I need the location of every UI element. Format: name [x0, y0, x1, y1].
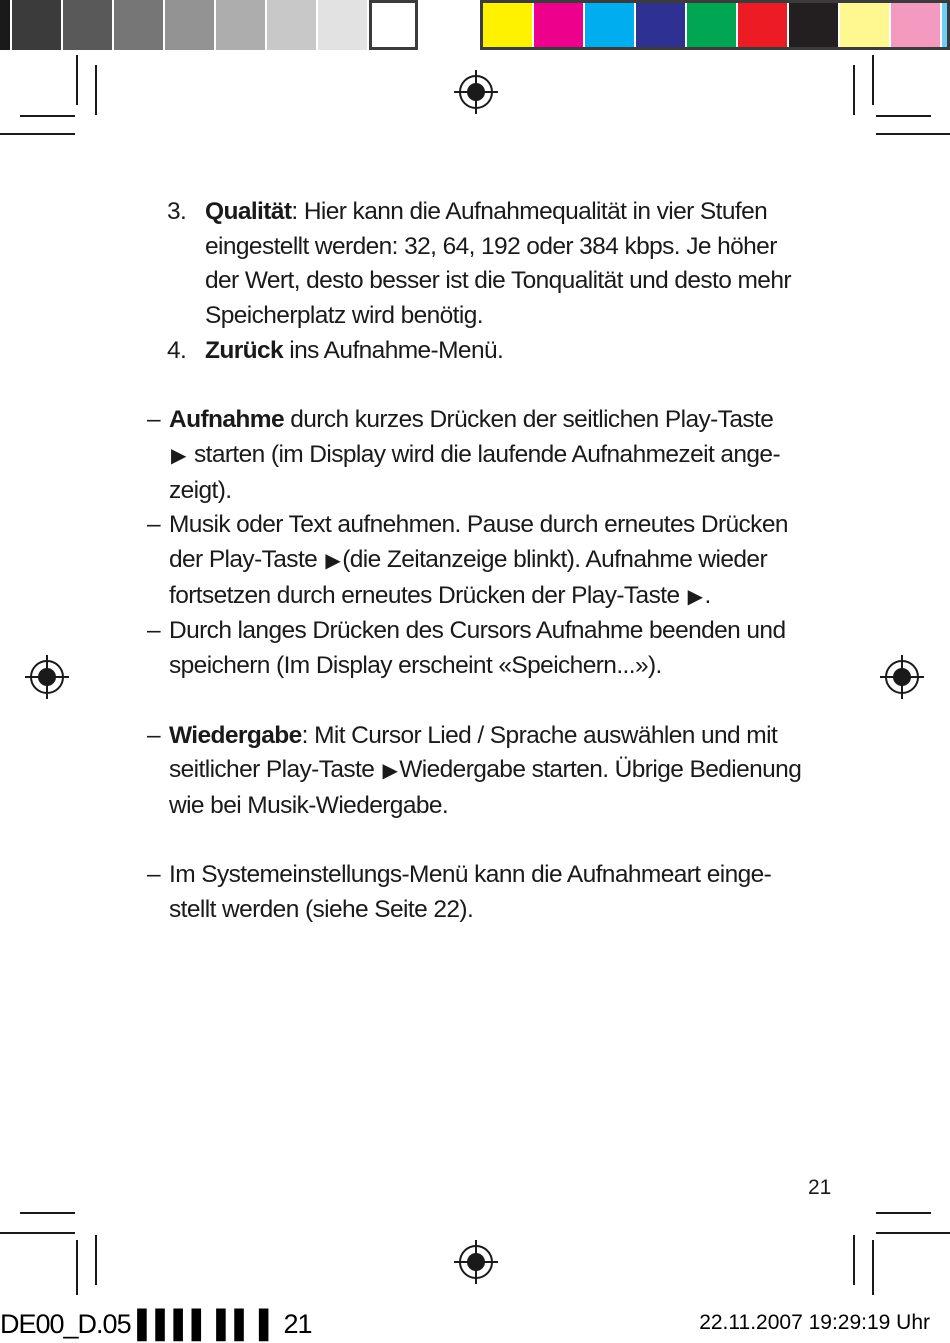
grey-swatch — [318, 0, 367, 50]
grey-swatch — [12, 0, 61, 50]
crop-mark — [872, 55, 874, 105]
crop-mark — [853, 65, 855, 115]
dash-bullet: – — [147, 511, 161, 539]
numbered-item — [145, 195, 815, 334]
list-item — [145, 719, 815, 824]
item-number: 3. — [167, 198, 187, 225]
grey-swatch — [63, 0, 112, 50]
crop-mark — [876, 133, 950, 135]
crop-mark — [95, 1235, 97, 1285]
page-number: 21 — [808, 1176, 832, 1199]
registration-mark-icon — [454, 1240, 498, 1284]
page-body — [145, 195, 815, 928]
crop-mark — [76, 1240, 78, 1295]
item-term: Qualität — [205, 198, 292, 225]
registration-mark-icon — [454, 70, 498, 114]
crop-mark — [0, 1232, 75, 1234]
numbered-item — [145, 334, 815, 369]
play-icon: ▶ — [687, 585, 703, 608]
crop-mark — [95, 65, 97, 115]
print-slug-timestamp: 22.11.2007 19:29:19 Uhr — [699, 1311, 930, 1334]
print-color-bar — [0, 0, 950, 54]
print-slug-left: DE00_D.05 ▌▌▌▌ ▌▌ ▌ 21 — [0, 1309, 312, 1339]
list-item — [145, 614, 815, 683]
registration-mark-icon — [880, 655, 924, 699]
item-term: Zurück — [205, 336, 284, 364]
item-term: Wiedergabe — [169, 721, 302, 749]
dash-bullet: – — [147, 406, 161, 434]
item-text: Wiedergabe starten. Übrige Bedienung wie bei Musik-Wiedergabe. — [169, 756, 802, 819]
item-number: 4. — [167, 336, 187, 364]
play-icon: ▶ — [325, 550, 341, 573]
item-text: Im Systemeinstellungs-Menü kann die Aufnahmeart einge-stellt werden (siehe Seite 22). — [169, 861, 772, 924]
item-text: : Mit Cursor Lied / Sprache auswählen und mit seitlicher Play-Taste — [169, 721, 778, 784]
crop-mark — [0, 133, 75, 135]
grey-swatch — [216, 0, 265, 50]
dash-bullet: – — [147, 861, 161, 889]
item-term: Aufnahme — [169, 406, 284, 434]
item-text: Musik oder Text aufnehmen. Pause durch erneutes Drücken der Play-Taste — [169, 511, 788, 574]
list-item — [145, 508, 815, 614]
crop-mark — [876, 1212, 931, 1214]
crop-mark — [853, 1235, 855, 1285]
list-item — [145, 858, 815, 927]
crop-mark — [876, 115, 931, 117]
color-bar-frame — [480, 0, 950, 50]
item-text: durch kurzes Drücken der seitlichen Play-Taste — [284, 406, 774, 434]
crop-mark — [872, 1240, 874, 1295]
item-text: Durch langes Drücken des Cursors Aufnahme beenden und speichern (Im Display erscheint «Speichern...»). — [169, 617, 786, 680]
dash-bullet: – — [147, 617, 161, 645]
grey-swatch — [369, 0, 418, 50]
play-icon: ▶ — [171, 444, 186, 467]
grey-swatch — [114, 0, 163, 50]
item-text: starten (im Display wird die laufende Aufnahmezeit ange-zeigt). — [169, 440, 781, 504]
crop-mark — [76, 55, 78, 105]
registration-mark-icon — [25, 655, 69, 699]
item-text: . — [704, 581, 711, 609]
play-icon: ▶ — [382, 760, 398, 783]
crop-mark — [876, 1232, 950, 1234]
grey-swatch — [165, 0, 214, 50]
crop-mark — [20, 115, 75, 117]
item-text: : Hier kann die Aufnahmequalität in vier Stufen eingestellt werden: 32, 64, 192 oder 384 kbps. Je höher der Wert, desto besser ist die Tonqualität und desto mehr Speicherplatz wird benötig. — [205, 198, 791, 330]
item-text: ins Aufnahme-Menü. — [283, 336, 504, 364]
crop-mark — [20, 1212, 75, 1214]
grey-swatch — [0, 0, 10, 50]
list-item — [145, 403, 815, 508]
item-text: (die Zeitanzeige blinkt). Aufnahme wieder fortsetzen durch erneutes Drücken der Play-Taste — [169, 546, 767, 609]
grey-swatch — [267, 0, 316, 50]
dash-bullet: – — [147, 721, 161, 749]
